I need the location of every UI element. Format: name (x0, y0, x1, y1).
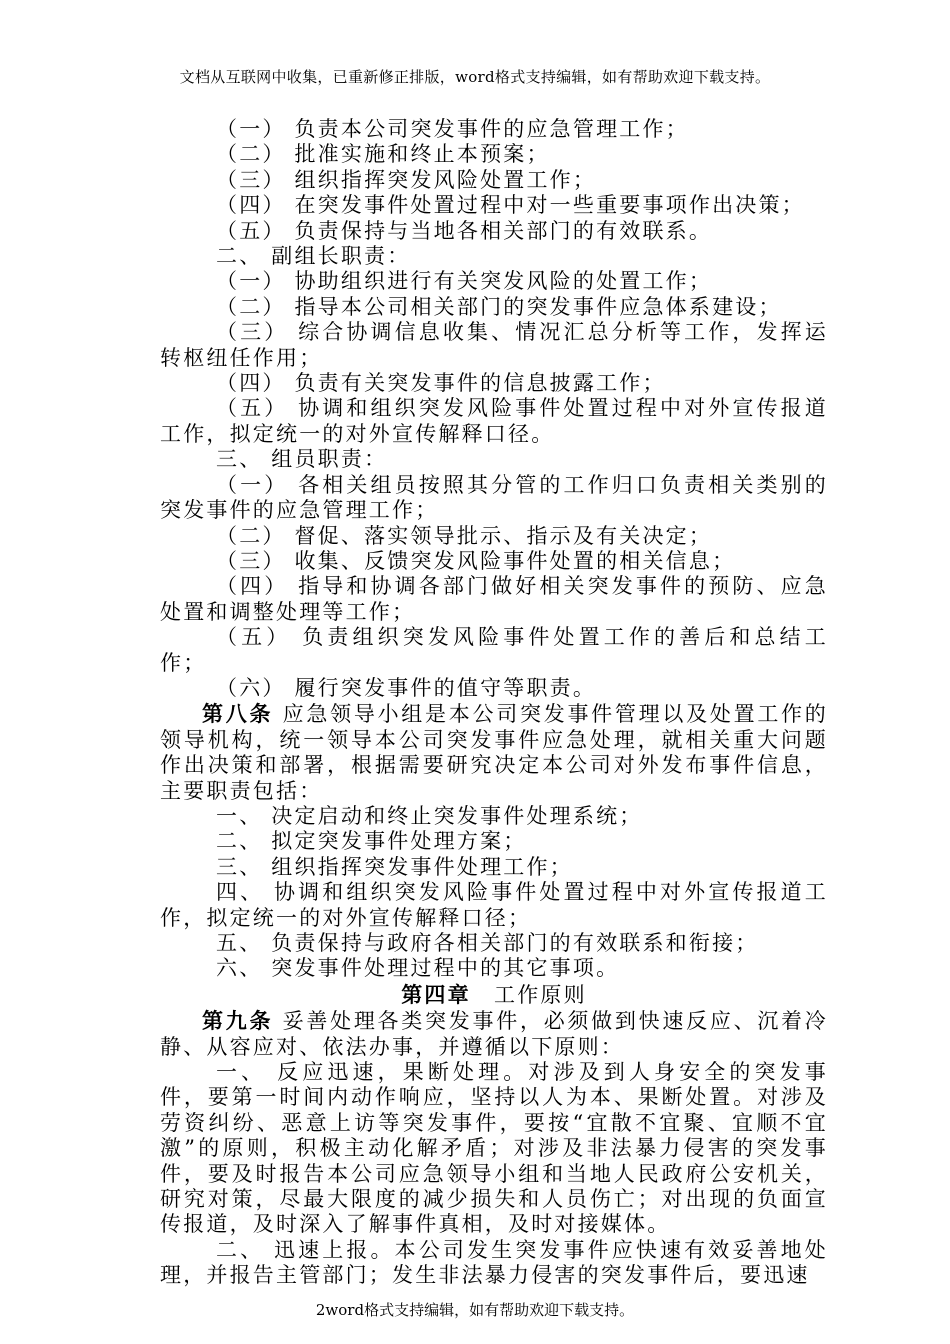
article-9-label: 第九条 (202, 1008, 274, 1034)
paragraph: （四） 指导和协调各部门做好相关突发事件的预防、应急处置和调整处理等工作； (160, 574, 828, 624)
paragraph: （一） 各相关组员按照其分管的工作归口负责相关类别的突发事件的应急管理工作； (160, 472, 828, 523)
paragraph: （五） 负责组织突发风险事件处置工作的善后和总结工作； (160, 625, 828, 675)
list-item: 六、 突发事件处理过程中的其它事项。 (216, 956, 620, 981)
paragraph: （六） 履行突发事件的值守等职责。 (216, 675, 597, 700)
list-item: 二、 迅速上报。本公司发生突发事件应快速有效妥善地处理，并报告主管部门；发生非法暴力侵害的突发事件后，要迅速 (160, 1237, 828, 1288)
article-9-text: 妥善处理各类突发事件，必须做到快速反应、沉着冷静、从容应对、依法办事，并遵循以下原则： (160, 1009, 828, 1059)
paragraph: （三） 收集、反馈突发风险事件处置的相关信息； (216, 548, 736, 573)
paragraph: （一） 协助组织进行有关突发风险的处置工作； (216, 269, 713, 294)
paragraph: （五） 负责保持与当地各相关部门的有效联系。 (216, 218, 713, 243)
paragraph: （二） 指导本公司相关部门的突发事件应急体系建设； (216, 294, 782, 319)
paragraph: （四） 在突发事件处置过程中对一些重要事项作出决策； (216, 193, 805, 218)
page-footer: 2word格式支持编辑，如有帮助欢迎下载支持。 (315, 1301, 635, 1319)
list-item: 一、 反应迅速，果断处理。对涉及到人身安全的突发事件，要第一时间内动作响应，坚持以人为本、果断处置。对涉及劳资纠纷、恶意上访等突发事件，要按“宜散不宜聚、宜顺不宜激”的原则，积极主动化解矛盾；对涉及非法暴力侵害的突发事件，要及时报告本公司应急领导小组和当地人民政府公安机关，研究对策，尽最大限度的减少损失和人员伤亡；对出现的负面宣传报道，及时深入了解事件真相，及时对接媒体。 (160, 1060, 828, 1237)
paragraph: （二） 批准实施和终止本预案； (216, 142, 550, 167)
document-body (160, 117, 828, 1289)
article-8-text: 应急领导小组是本公司突发事件管理以及处置工作的领导机构，统一领导本公司突发事件应急处理，就相关重大问题作出决策和部署，根据需要研究决定本公司对外发布事件信息，主要职责包括： (160, 702, 828, 803)
paragraph: （三） 综合协调信息收集、情况汇总分析等工作，发挥运转枢纽任作用； (160, 320, 828, 370)
section-heading: 二、 副组长职责： (216, 244, 411, 269)
article-9 (160, 1008, 828, 1060)
list-item: 五、 负责保持与政府各相关部门的有效联系和衔接； (216, 931, 759, 955)
paragraph: （四） 负责有关突发事件的信息披露工作； (216, 371, 666, 396)
chapter-heading (160, 982, 828, 1008)
chapter-title: 工作原则 (494, 982, 587, 1007)
article-8 (160, 701, 828, 804)
article-8-label: 第八条 (202, 701, 274, 727)
list-item: 一、 决定启动和终止突发事件处理系统； (216, 803, 643, 828)
paragraph: （二） 督促、落实领导批示、指示及有关决定； (216, 523, 713, 548)
list-item: 三、 组织指挥突发事件处理工作； (216, 854, 573, 879)
paragraph: （五） 协调和组织突发风险事件处置过程中对外宣传报道工作，拟定统一的对外宣传解释口径。 (160, 396, 828, 446)
list-item: 二、 拟定突发事件处理方案； (216, 829, 527, 854)
chapter-label: 第四章 (401, 981, 471, 1007)
list-item: 四、 协调和组织突发风险事件处置过程中对外宣传报道工作，拟定统一的对外宣传解释口径； (160, 880, 828, 930)
paragraph: （三） 组织指挥突发风险处置工作； (216, 167, 597, 192)
section-heading: 三、 组员职责： (216, 447, 388, 472)
paragraph: （一） 负责本公司突发事件的应急管理工作； (216, 117, 689, 141)
page-header: 文档从互联网中收集，已重新修正排版，word格式支持编辑，如有帮助欢迎下载支持。 (179, 68, 771, 86)
